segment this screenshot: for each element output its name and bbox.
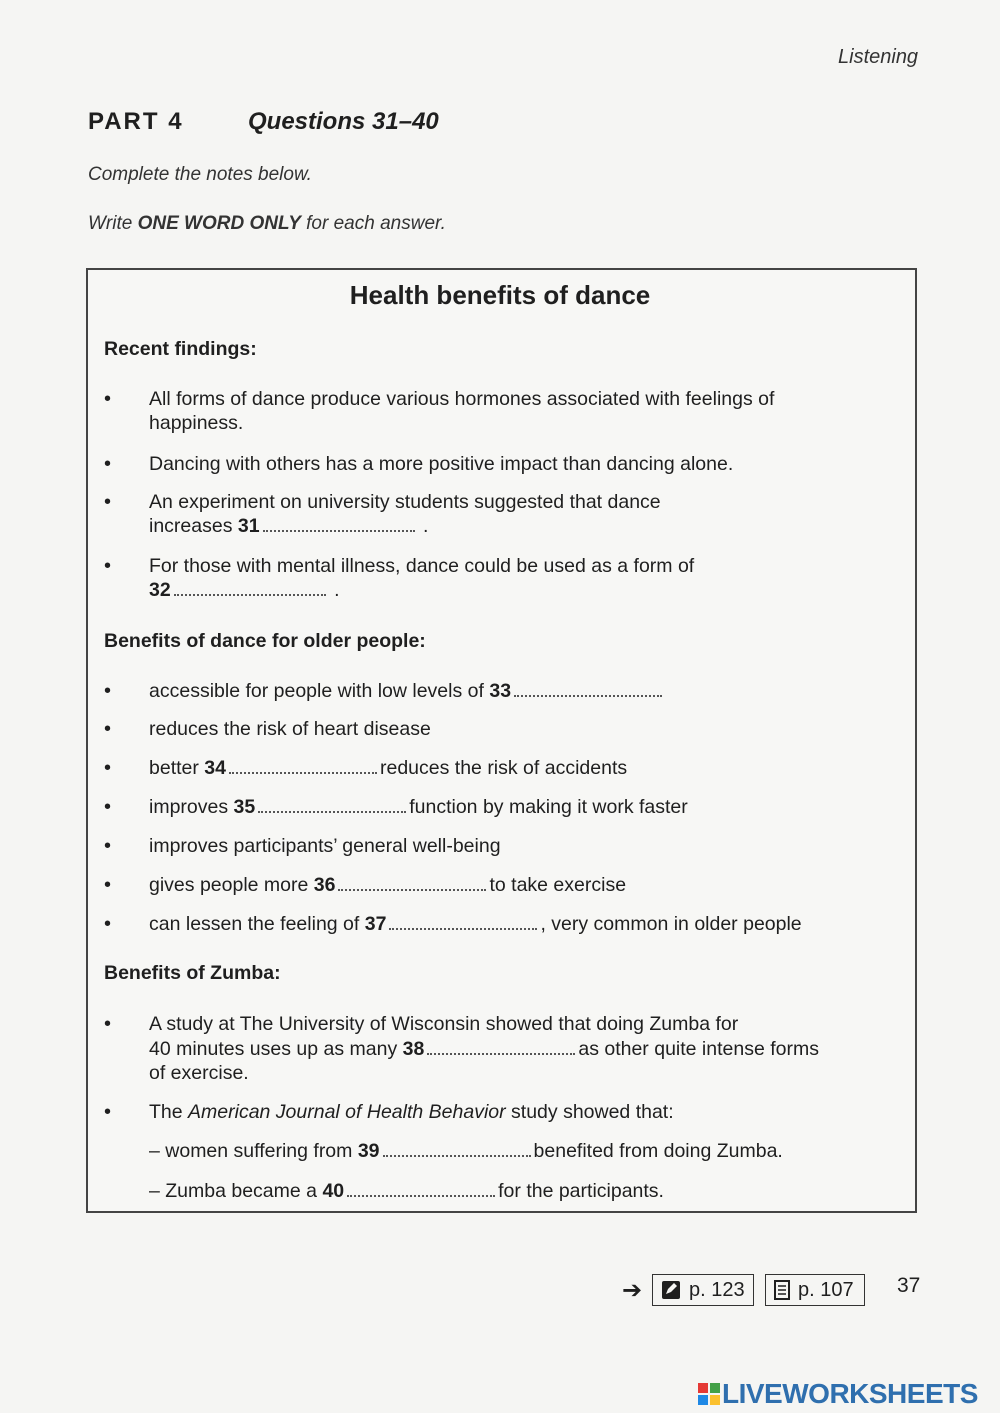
recent-b2: Dancing with others has a more positive impact than dancing alone. [149, 453, 734, 475]
answer-blank-35[interactable] [258, 797, 406, 813]
older-b6: gives people more 36 to take exercise [149, 874, 627, 896]
bullet-icon: • [104, 388, 112, 410]
recent-findings-heading: Recent findings: [104, 338, 257, 360]
question-number-32: 32 [149, 579, 171, 601]
bullet-icon: • [104, 1013, 112, 1035]
question-number-37: 37 [364, 913, 387, 935]
questions-range: Questions 31–40 [248, 108, 439, 135]
arrow-right-icon: ➔ [622, 1277, 643, 1304]
page-number: 37 [897, 1274, 921, 1297]
bullet-icon: • [104, 1101, 112, 1123]
question-number-38: 38 [402, 1038, 425, 1060]
recent-b1-line2: happiness. [149, 412, 244, 434]
zumba-b1-line3: of exercise. [149, 1062, 249, 1084]
ref-page-2: p. 107 [798, 1278, 854, 1301]
older-b4: improves 35 function by making it work faster [149, 796, 688, 818]
instruction-line-2: Write ONE WORD ONLY for each answer. [88, 213, 446, 234]
bullet-icon: • [104, 835, 112, 857]
section-label: Listening [838, 46, 919, 68]
answer-blank-31[interactable] [263, 516, 415, 532]
zumba-heading: Benefits of Zumba: [104, 962, 281, 984]
older-people-heading: Benefits of dance for older people: [104, 630, 426, 652]
ref-box-transcript [765, 1274, 865, 1306]
zumba-b1-line1: A study at The University of Wisconsin showed that doing Zumba for [149, 1013, 739, 1035]
instruction-line-1: Complete the notes below. [88, 164, 312, 185]
older-b1: accessible for people with low levels of 33 [149, 679, 665, 703]
answer-blank-33[interactable] [514, 681, 662, 697]
bullet-icon: • [104, 718, 112, 740]
logo-text: LIVEWORKSHEETS [722, 1378, 978, 1409]
older-b2: reduces the risk of heart disease [149, 718, 431, 740]
answer-blank-34[interactable] [229, 758, 377, 774]
question-number-34: 34 [204, 757, 226, 779]
recent-b4-line1: For those with mental illness, dance could be used as a form of [149, 555, 695, 577]
zumba-sub-2: – Zumba became a 40 for the participants. [149, 1180, 664, 1202]
question-number-35: 35 [233, 796, 256, 818]
older-b5: improves participants’ general well-being [149, 835, 501, 857]
zumba-b1-line2: 40 minutes uses up as many 38 as other quite intense forms [149, 1038, 819, 1060]
bullet-icon: • [104, 491, 112, 513]
older-b7: can lessen the feeling of 37 , very common in older people [149, 913, 802, 935]
zumba-sub-1: – women suffering from 39 benefited from doing Zumba. [149, 1140, 783, 1162]
bullet-icon: • [104, 913, 112, 935]
answer-blank-38[interactable] [427, 1039, 575, 1055]
part-label: PART 4 [88, 108, 184, 135]
answer-blank-40[interactable] [347, 1181, 495, 1197]
bullet-icon: • [104, 555, 112, 577]
recent-b3-line1: An experiment on university students suggested that dance [149, 491, 661, 513]
question-number-40: 40 [322, 1180, 345, 1202]
ref-box-answer-key [652, 1274, 754, 1306]
recent-b1-line1: All forms of dance produce various hormones associated with feelings of [149, 388, 775, 410]
document-lines-icon [774, 1280, 790, 1300]
recent-b4-line2: 32 . [149, 579, 340, 601]
answer-blank-36[interactable] [338, 875, 486, 891]
answer-blank-37[interactable] [389, 914, 537, 930]
ref-page-1: p. 123 [689, 1278, 745, 1301]
notes-title: Health benefits of dance [349, 280, 651, 310]
older-b3: better 34 reduces the risk of accidents [149, 757, 628, 779]
question-number-31: 31 [237, 515, 260, 537]
pencil-square-icon [661, 1280, 681, 1300]
answer-blank-39[interactable] [383, 1141, 531, 1157]
bullet-icon: • [104, 453, 112, 475]
bullet-icon: • [104, 796, 112, 818]
bullet-icon: • [104, 757, 112, 779]
bullet-icon: • [104, 874, 112, 896]
bullet-icon: • [104, 680, 112, 702]
question-number-33: 33 [489, 680, 512, 702]
question-number-36: 36 [313, 874, 336, 896]
question-number-39: 39 [357, 1140, 380, 1162]
zumba-b2: The American Journal of Health Behavior study showed that: [149, 1101, 674, 1123]
liveworksheets-logo [698, 1378, 978, 1410]
liveworksheets-logo-icon [698, 1383, 720, 1405]
answer-blank-32[interactable] [174, 580, 326, 596]
recent-b3-line2: increases 31 . [149, 515, 429, 537]
